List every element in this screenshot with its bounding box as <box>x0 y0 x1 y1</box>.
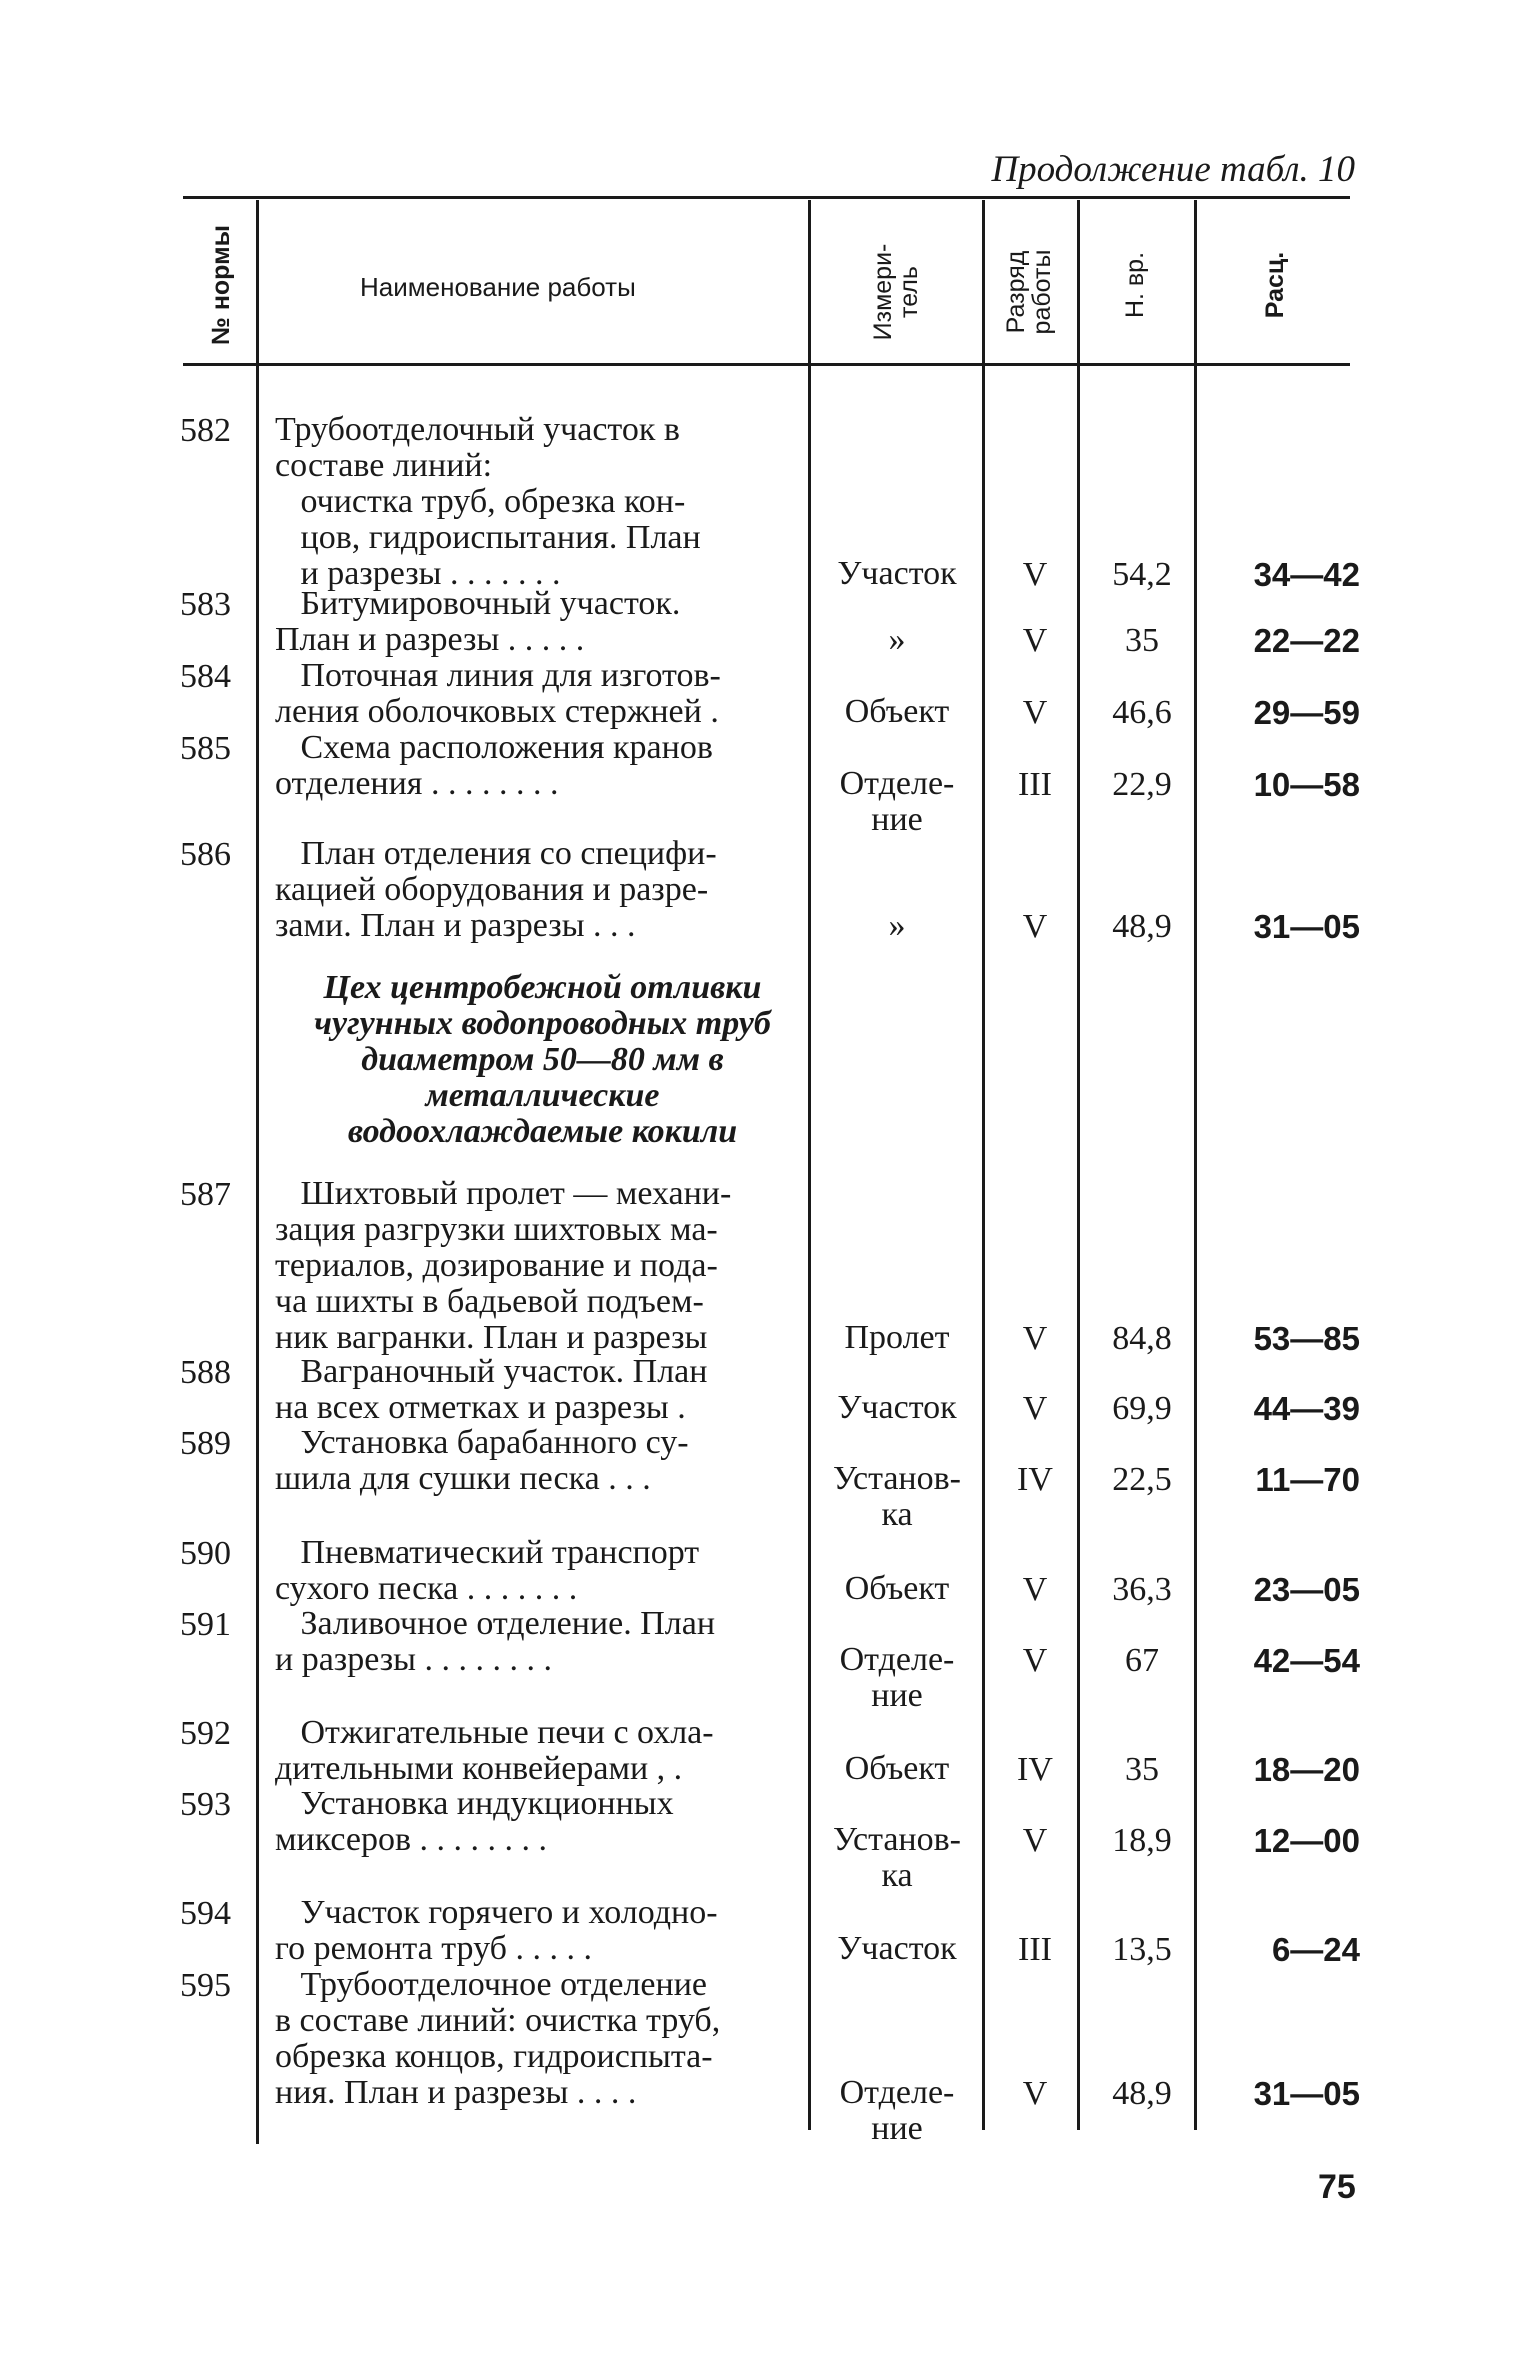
rate-cell: 23—05 <box>1253 1571 1360 1608</box>
unit-cell <box>812 1320 982 1356</box>
work-name <box>275 1895 805 1967</box>
rate-cell: 34—42 <box>1253 556 1360 593</box>
work-name-line: Трубоотделочное отделение <box>275 1966 708 2003</box>
work-name-line: и разрезы . . . . . . . <box>275 555 561 592</box>
grade-cell: V <box>1022 2075 1048 2112</box>
grade-cell: V <box>1022 694 1048 731</box>
unit-cell <box>812 622 982 658</box>
unit-line: Объект <box>844 1750 950 1787</box>
unit-cell <box>812 908 982 944</box>
work-name-line: Заливочное отделение. План <box>275 1605 716 1642</box>
work-name-line: и разрезы . . . . . . . . <box>275 1641 552 1678</box>
work-name-line: Ваграночный участок. План <box>275 1353 708 1390</box>
work-name-line: обрезка концов, гидроиспыта- <box>275 2038 713 2075</box>
norm-number: 590 <box>180 1535 231 1572</box>
unit-cell <box>812 1822 982 1894</box>
norm-number: 595 <box>180 1967 231 2004</box>
unit-line: Участок <box>837 1389 957 1426</box>
work-name-line: очистка труб, обрезка кон- <box>275 483 686 520</box>
unit-line: Отделе- <box>839 2074 955 2111</box>
rate-cell: 18—20 <box>1253 1751 1360 1788</box>
unit-cell <box>812 766 982 838</box>
rate-cell: 11—70 <box>1255 1461 1360 1498</box>
work-name <box>275 1715 805 1787</box>
grade-cell: V <box>1022 556 1048 593</box>
grade-cell: V <box>1022 1320 1048 1357</box>
work-name-line: Установка индукционных <box>275 1785 674 1822</box>
grade-cell: III <box>1018 766 1052 803</box>
unit-line: ние <box>871 801 923 838</box>
header-num: № нормы <box>207 225 235 345</box>
norm-time-cell: 36,3 <box>1112 1571 1172 1608</box>
work-name-line: Битумировочный участок. <box>275 585 681 622</box>
work-name <box>275 412 805 592</box>
norm-time-cell: 22,5 <box>1112 1461 1172 1498</box>
norm-number: 592 <box>180 1715 231 1752</box>
work-name-line: Шихтовый пролет — механи- <box>275 1175 732 1212</box>
header-norm: Н. вр. <box>1121 251 1149 319</box>
work-name <box>275 1425 805 1497</box>
norm-time-cell: 22,9 <box>1112 766 1172 803</box>
work-name-line: План отделения со специфи- <box>275 835 717 872</box>
norm-time-cell: 48,9 <box>1112 908 1172 945</box>
work-name-line: зами. План и разрезы . . . <box>275 907 636 944</box>
unit-line: Отделе- <box>839 1641 955 1678</box>
rate-cell: 12—00 <box>1253 1822 1360 1859</box>
unit-line: Объект <box>844 693 950 730</box>
section-title-line: диаметром 50—80 мм в <box>361 1041 724 1078</box>
norm-time-cell: 48,9 <box>1112 2075 1172 2112</box>
unit-cell <box>812 694 982 730</box>
grade-cell: IV <box>1017 1751 1053 1788</box>
work-name-line: в составе линий: очистка труб, <box>275 2002 721 2039</box>
rate-cell: 53—85 <box>1253 1320 1360 1357</box>
header-unit: Измери- тель <box>869 243 924 341</box>
norm-time-cell: 54,2 <box>1112 556 1172 593</box>
grade-cell: III <box>1018 1931 1052 1968</box>
work-name <box>275 1606 805 1678</box>
rate-cell: 42—54 <box>1253 1642 1360 1679</box>
work-name-line: дительными конвейерами , . <box>275 1750 683 1787</box>
column-separator <box>1194 200 1197 2130</box>
work-name-line: териалов, дозирование и пода- <box>275 1247 718 1284</box>
norm-number: 586 <box>180 836 231 873</box>
section-title <box>275 970 810 1150</box>
unit-cell <box>812 1642 982 1714</box>
work-name <box>275 1535 805 1607</box>
work-name-line: Отжигательные печи с охла- <box>275 1714 714 1751</box>
column-separator <box>808 200 811 2130</box>
norm-number: 588 <box>180 1354 231 1391</box>
norm-time-cell: 84,8 <box>1112 1320 1172 1357</box>
work-name-line: ления оболочковых стержней . <box>275 693 719 730</box>
unit-line: ние <box>871 1677 923 1714</box>
work-name-line: Пневматический транспорт <box>275 1534 700 1571</box>
work-name-line: Участок горячего и холодно- <box>275 1894 718 1931</box>
unit-line: » <box>888 907 906 944</box>
norm-number: 585 <box>180 730 231 767</box>
work-name-line: Схема расположения кранов <box>275 729 713 766</box>
rate-cell: 44—39 <box>1253 1390 1360 1427</box>
norm-time-cell: 35 <box>1125 622 1159 659</box>
work-name <box>275 658 805 730</box>
norm-time-cell: 35 <box>1125 1751 1159 1788</box>
grade-cell: V <box>1022 1390 1048 1427</box>
norm-number: 583 <box>180 586 231 623</box>
unit-cell <box>812 1751 982 1787</box>
unit-line: Объект <box>844 1570 950 1607</box>
unit-line: Установ- <box>832 1460 961 1497</box>
page-number: 75 <box>1318 2168 1356 2206</box>
grade-cell: V <box>1022 1571 1048 1608</box>
work-name-line: План и разрезы . . . . . <box>275 621 585 658</box>
rate-cell: 22—22 <box>1253 622 1360 659</box>
norm-number: 584 <box>180 658 231 695</box>
header-name: Наименование работы <box>360 272 636 302</box>
unit-line: Участок <box>837 1930 957 1967</box>
work-name-line: на всех отметках и разрезы . <box>275 1389 686 1426</box>
work-name-line: составе линий: <box>275 447 493 484</box>
grade-cell: IV <box>1017 1461 1053 1498</box>
header-grade: Разряд работы <box>1002 249 1057 335</box>
unit-line: Отделе- <box>839 765 955 802</box>
top-rule <box>183 196 1350 199</box>
rate-cell: 6—24 <box>1271 1931 1360 1968</box>
unit-cell <box>812 1390 982 1426</box>
grade-cell: V <box>1022 908 1048 945</box>
work-name-line: Установка барабанного су- <box>275 1424 689 1461</box>
work-name-line: го ремонта труб . . . . . <box>275 1930 592 1967</box>
work-name-line: кацией оборудования и разре- <box>275 871 709 908</box>
rate-cell: 31—05 <box>1253 2075 1360 2112</box>
norm-number: 582 <box>180 412 231 449</box>
section-title-line: чугунных водопроводных труб <box>314 1005 771 1042</box>
grade-cell: V <box>1022 1822 1048 1859</box>
unit-line: ка <box>881 1496 913 1533</box>
work-name <box>275 836 805 944</box>
work-name-line: Поточная линия для изготов- <box>275 657 721 694</box>
section-title-line: водоохлаждаемые кокили <box>347 1113 738 1150</box>
work-name <box>275 1354 805 1426</box>
norm-number: 593 <box>180 1786 231 1823</box>
grade-cell: V <box>1022 622 1048 659</box>
unit-line: Установ- <box>832 1821 961 1858</box>
rate-cell: 31—05 <box>1253 908 1360 945</box>
work-name <box>275 1786 805 1858</box>
work-name <box>275 730 805 802</box>
norm-number: 587 <box>180 1176 231 1213</box>
work-name-line: Трубоотделочный участок в <box>275 411 680 448</box>
work-name-line: сухого песка . . . . . . . <box>275 1570 578 1607</box>
work-name-line: миксеров . . . . . . . . <box>275 1821 548 1858</box>
unit-cell <box>812 1931 982 1967</box>
norm-number: 589 <box>180 1425 231 1462</box>
work-name-line: ния. План и разрезы . . . . <box>275 2074 637 2111</box>
unit-cell <box>812 2075 982 2147</box>
norm-number: 591 <box>180 1606 231 1643</box>
rate-cell: 29—59 <box>1253 694 1360 731</box>
section-title-line: Цех центробежной отливки <box>323 969 762 1006</box>
header-bottom-rule <box>183 363 1350 366</box>
column-separator <box>256 200 259 2144</box>
unit-line: ние <box>871 2110 923 2147</box>
work-name-line: цов, гидроиспытания. План <box>275 519 701 556</box>
work-name-line: отделения . . . . . . . . <box>275 765 559 802</box>
unit-cell <box>812 1571 982 1607</box>
rate-cell: 10—58 <box>1253 766 1360 803</box>
work-name-line: шила для сушки песка . . . <box>275 1460 651 1497</box>
unit-line: ка <box>881 1857 913 1894</box>
work-name-line: ник вагранки. План и разрезы <box>275 1319 708 1356</box>
work-name <box>275 1176 805 1356</box>
unit-cell <box>812 556 982 592</box>
norm-number: 594 <box>180 1895 231 1932</box>
header-rate: Расц. <box>1261 251 1289 319</box>
section-title-line: металлические <box>425 1077 660 1114</box>
unit-line: Участок <box>837 555 957 592</box>
unit-cell <box>812 1461 982 1533</box>
norm-time-cell: 13,5 <box>1112 1931 1172 1968</box>
work-name <box>275 586 805 658</box>
unit-line: Пролет <box>844 1319 950 1356</box>
norm-time-cell: 18,9 <box>1112 1822 1172 1859</box>
norm-time-cell: 67 <box>1125 1642 1159 1679</box>
work-name-line: зация разгрузки шихтовых ма- <box>275 1211 718 1248</box>
norm-time-cell: 46,6 <box>1112 694 1172 731</box>
norm-time-cell: 69,9 <box>1112 1390 1172 1427</box>
grade-cell: V <box>1022 1642 1048 1679</box>
work-name-line: ча шихты в бадьевой подъем- <box>275 1283 704 1320</box>
work-name <box>275 1967 805 2111</box>
unit-line: » <box>888 621 906 658</box>
table-caption: Продолжение табл. 10 <box>991 149 1355 190</box>
